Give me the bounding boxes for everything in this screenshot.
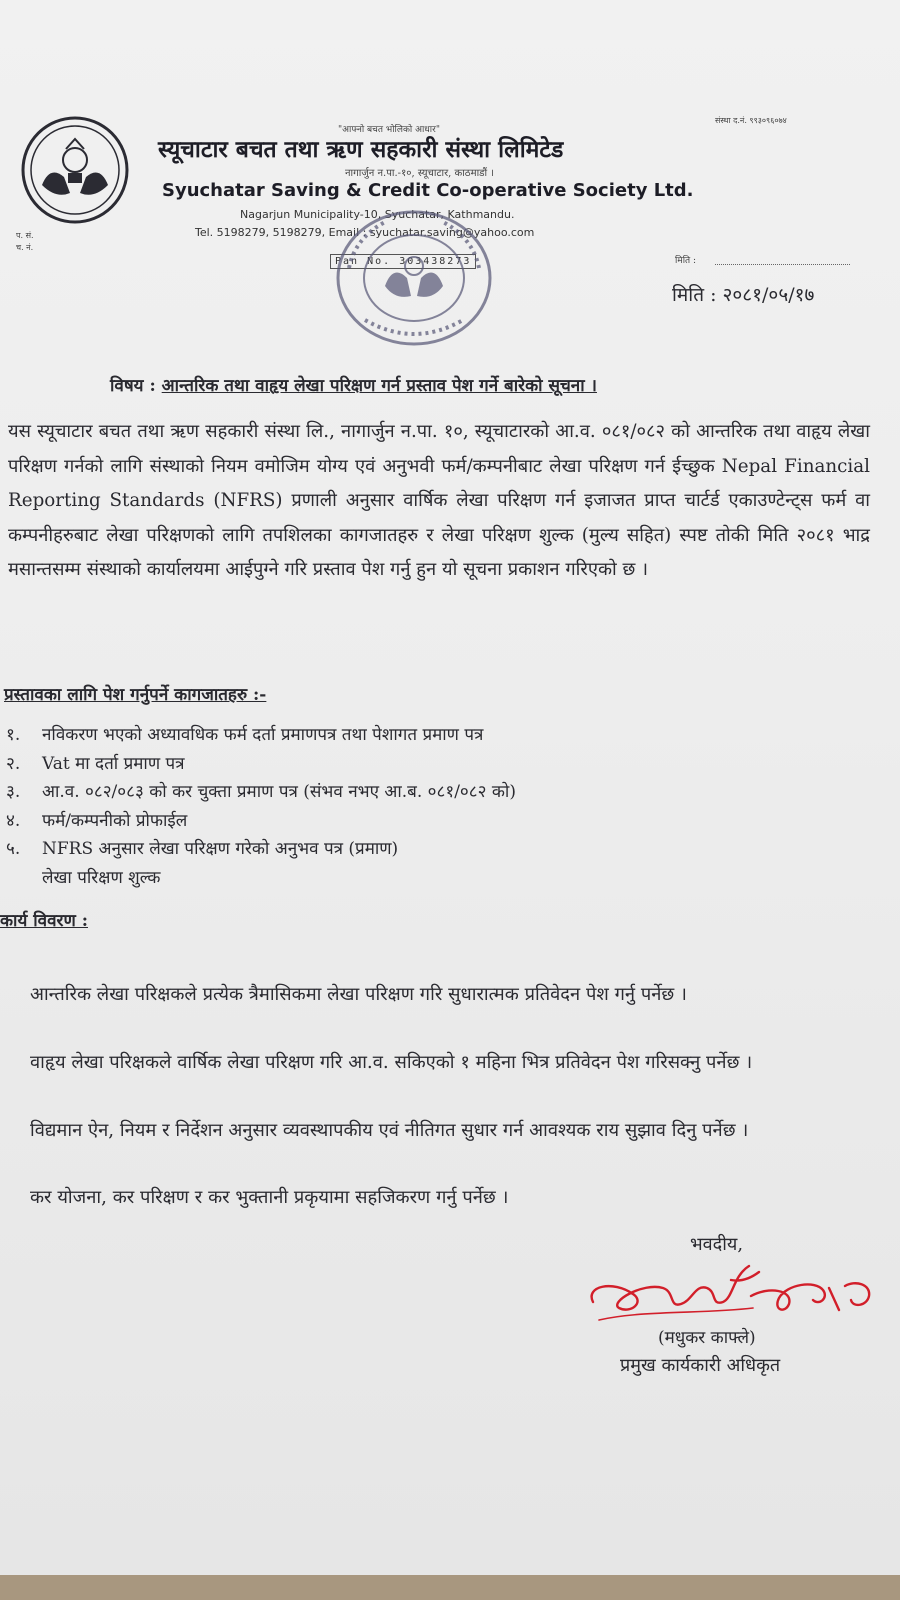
list-item-number: ३. [6, 782, 21, 802]
subject-label: विषय : [110, 376, 156, 396]
pan-label: Pan No. [335, 256, 392, 267]
society-logo-icon [20, 115, 130, 225]
reference-labels [16, 230, 56, 254]
list-item-text: नविकरण भएको अध्यावधिक फर्म दर्ता प्रमाणपत्र तथा पेशागत प्रमाण पत्र [42, 725, 484, 745]
letterhead-date-line [715, 264, 850, 265]
org-name-english: Syuchatar Saving & Credit Co-operative Society Ltd. [162, 180, 694, 201]
letterhead-date-label: मिति : [675, 256, 697, 266]
duties-heading: कार्य विवरण : [0, 911, 88, 931]
closing-salutation: भवदीय, [690, 1234, 744, 1255]
duty-item: आन्तरिक लेखा परिक्षकले प्रत्येक त्रैमासिकमा लेखा परिक्षण गरि सुधारात्मक प्रतिवेदन पेश गर्नु पर्नेछ । [30, 984, 687, 1005]
list-item-text: NFRS अनुसार लेखा परिक्षण गरेको अनुभव पत्र (प्रमाण) [42, 839, 399, 859]
patra-sankhya-label: प. सं. [16, 231, 34, 240]
list-item-text: आ.व. ०८२/०८३ को कर चुक्ता प्रमाण पत्र (संभव नभए आ.ब. ०८१/०८२ को) [42, 782, 516, 802]
list-item-text: फर्म/कम्पनीको प्रोफाईल [42, 810, 188, 831]
documents-heading: प्रस्तावका लागि पेश गर्नुपर्ने कागजातहरु :- [4, 685, 267, 705]
org-motto: "आफ्नो बचत भोलिको आधार" [338, 125, 440, 135]
pan-number: 303438273 [399, 256, 472, 267]
list-item-number: ४. [6, 810, 21, 831]
list-item-text: लेखा परिक्षण शुल्क [42, 867, 161, 888]
list-item-text: Vat मा दर्ता प्रमाण पत्र [42, 753, 185, 774]
signatory-name: (मधुकर काफ्ले) [658, 1328, 756, 1348]
org-address-nepali: नागार्जुन न.पा.-१०, स्यूचाटार, काठमाडौं । [345, 168, 495, 179]
duty-item: विद्यमान ऐन, नियम र निर्देशन अनुसार व्यवस्थापकीय एवं नीतिगत सुधार गर्न आवश्यक राय सुझाव दिनु पर्नेछ । [30, 1120, 749, 1141]
signatory-title: प्रमुख कार्यकारी अधिकृत [620, 1355, 781, 1376]
chalani-number-label: च. नं. [16, 243, 34, 252]
list-item-number: १. [6, 725, 21, 745]
list-item-number: २. [6, 753, 21, 774]
org-contact: Tel. 5198279, 5198279, Email : syuchatar.saving@yahoo.com [195, 226, 535, 239]
org-name-nepali: स्यूचाटार बचत तथा ऋण सहकारी संस्था लिमिटेड [158, 137, 564, 163]
subject-text: आन्तरिक तथा वाहृय लेखा परिक्षण गर्न प्रस्ताव पेश गर्ने बारेको सूचना । [161, 376, 597, 396]
letter-date: मिति : २०८१/०५/१७ [672, 284, 815, 306]
notice-body: यस स्यूचाटार बचत तथा ऋण सहकारी संस्था लि., नागार्जुन न.पा. १०, स्यूचाटारको आ.व. ०८१/०८२ को आन्तरिक तथा वाहृय लेखा परिक्षण गर्नको लागि संस्थाको नियम वमोजिम योग्य एवं अनुभवी फर्म/कम्पनीबाट लेखा परिक्षण गर्न ईच्छुक Nepal Financial Reporting Standards (NFRS) प्रणाली अनुसार वार्षिक लेखा परिक्षण गर्न इजाजत प्राप्त चार्टर्ड एकाउण्टेन्ट्स फर्म वा कम्पनीहरुबाट लेखा परिक्षणको लागि तपशिलका कागजातहरु र लेखा परिक्षण शुल्क (मुल्य सहित) स्पष्ट तोकी मिति २०८१ भाद्र मसान्तसम्म संस्थाको कार्यालयमा आईपुग्ने गरि प्रस्ताव पेश गर्नु हुन यो सूचना प्रकाशन गरिएको छ । [8, 421, 870, 580]
official-stamp-icon [335, 208, 493, 348]
registration-number: संस्था द.नं. ९९३०९६०७४ [715, 116, 787, 125]
org-address-english: Nagarjun Municipality-10, Syuchatar, Kathmandu. [240, 208, 515, 221]
duty-item: वाहृय लेखा परिक्षकले वार्षिक लेखा परिक्षण गरि आ.व. सकिएको १ महिना भित्र प्रतिवेदन पेश गरिसक्नु पर्नेछ । [30, 1052, 753, 1073]
table-surface [0, 1575, 900, 1600]
duty-item: कर योजना, कर परिक्षण र कर भुक्तानी प्रकृयामा सहजिकरण गर्नु पर्नेछ । [30, 1187, 509, 1208]
subject-line [110, 373, 597, 396]
list-item-number: ५. [6, 839, 21, 859]
